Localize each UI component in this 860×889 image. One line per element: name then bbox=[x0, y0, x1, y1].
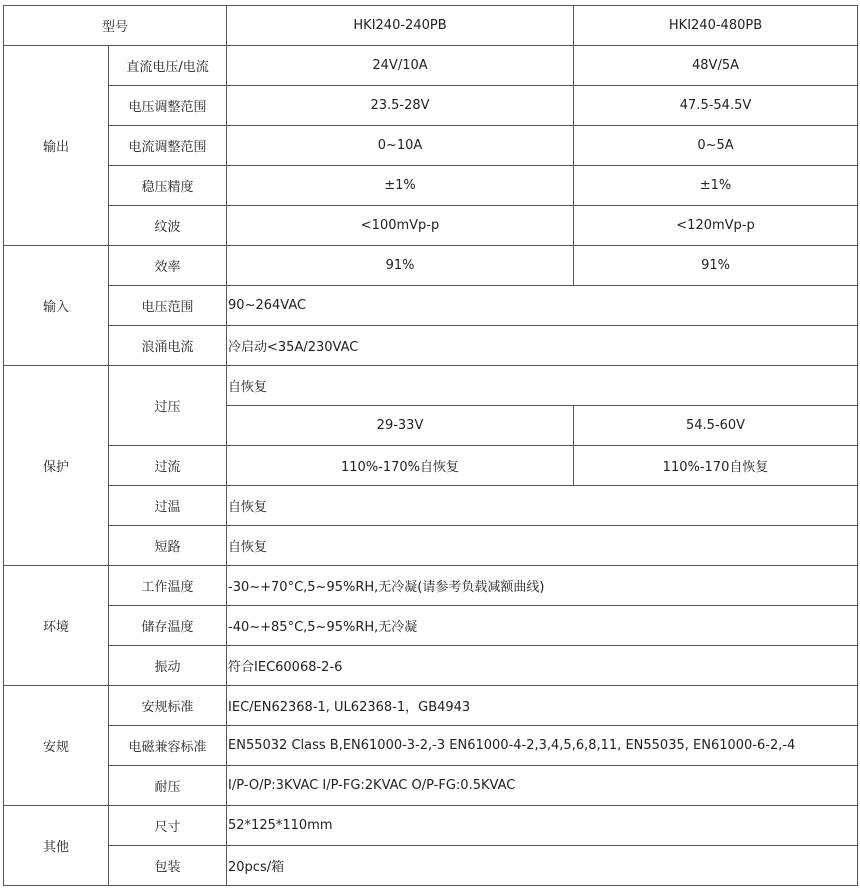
table-row bbox=[4, 526, 858, 566]
value-shared: I/P-O/P:3KVAC I/P-FG:2KVAC O/P-FG:0.5KVAC bbox=[227, 766, 858, 806]
table-row bbox=[4, 286, 858, 326]
table-row bbox=[4, 726, 858, 766]
row-label: 包装 bbox=[109, 846, 227, 886]
value-b: <120mVp-p bbox=[574, 206, 858, 246]
value-shared: -30~+70°C,5~95%RH,无冷凝(请参考负载减额曲线) bbox=[227, 566, 858, 606]
value-shared: 90~264VAC bbox=[227, 286, 858, 326]
table-row bbox=[4, 246, 858, 286]
value-b: 48V/5A bbox=[574, 46, 858, 86]
value-a: 24V/10A bbox=[227, 46, 574, 86]
model-label: 型号 bbox=[4, 6, 227, 46]
row-label: 电流调整范围 bbox=[109, 126, 227, 166]
row-label: 电磁兼容标准 bbox=[109, 726, 227, 766]
table-row bbox=[4, 86, 858, 126]
value-a: 29-33V bbox=[227, 406, 574, 446]
table-row bbox=[4, 486, 858, 526]
value-a: 0~10A bbox=[227, 126, 574, 166]
group-input: 输入 bbox=[4, 246, 109, 366]
group-environment: 环境 bbox=[4, 566, 109, 686]
value-shared: 自恢复 bbox=[227, 486, 858, 526]
table-row bbox=[4, 366, 858, 406]
value-a: 110%-170%自恢复 bbox=[227, 446, 574, 486]
table-row bbox=[4, 686, 858, 726]
value-shared: 自恢复 bbox=[227, 366, 858, 406]
group-output: 输出 bbox=[4, 46, 109, 246]
table-row bbox=[4, 806, 858, 846]
row-label: 电压调整范围 bbox=[109, 86, 227, 126]
row-label: 短路 bbox=[109, 526, 227, 566]
row-label: 工作温度 bbox=[109, 566, 227, 606]
value-shared: 20pcs/箱 bbox=[227, 846, 858, 886]
value-a: ±1% bbox=[227, 166, 574, 206]
group-protection: 保护 bbox=[4, 366, 109, 566]
table-row bbox=[4, 166, 858, 206]
value-shared: 52*125*110mm bbox=[227, 806, 858, 846]
row-label: 纹波 bbox=[109, 206, 227, 246]
table-row bbox=[4, 206, 858, 246]
table-row bbox=[4, 126, 858, 166]
spec-table bbox=[3, 5, 858, 886]
value-shared: 符合IEC60068-2-6 bbox=[227, 646, 858, 686]
row-label: 电压范围 bbox=[109, 286, 227, 326]
table-row bbox=[4, 446, 858, 486]
value-shared: -40~+85°C,5~95%RH,无冷凝 bbox=[227, 606, 858, 646]
header-row bbox=[4, 6, 858, 46]
value-a: <100mVp-p bbox=[227, 206, 574, 246]
table-row bbox=[4, 46, 858, 86]
model-b: HKI240-480PB bbox=[574, 6, 858, 46]
value-shared: 自恢复 bbox=[227, 526, 858, 566]
value-b: 54.5-60V bbox=[574, 406, 858, 446]
table-row bbox=[4, 646, 858, 686]
row-label: 安规标准 bbox=[109, 686, 227, 726]
row-label: 稳压精度 bbox=[109, 166, 227, 206]
row-label: 尺寸 bbox=[109, 806, 227, 846]
row-label: 直流电压/电流 bbox=[109, 46, 227, 86]
row-label: 储存温度 bbox=[109, 606, 227, 646]
value-b: 0~5A bbox=[574, 126, 858, 166]
value-a: 23.5-28V bbox=[227, 86, 574, 126]
table-row bbox=[4, 606, 858, 646]
value-b: 47.5-54.5V bbox=[574, 86, 858, 126]
row-label: 过温 bbox=[109, 486, 227, 526]
row-label: 浪涌电流 bbox=[109, 326, 227, 366]
value-a: 91% bbox=[227, 246, 574, 286]
row-label: 耐压 bbox=[109, 766, 227, 806]
value-b: ±1% bbox=[574, 166, 858, 206]
table-row bbox=[4, 846, 858, 886]
row-label: 过流 bbox=[109, 446, 227, 486]
row-label: 效率 bbox=[109, 246, 227, 286]
table-row bbox=[4, 566, 858, 606]
value-shared: EN55032 Class B,EN61000-3-2,-3 EN61000-4-2,3,4,5,6,8,11, EN55035, EN61000-6-2,-4 bbox=[227, 726, 858, 766]
group-other: 其他 bbox=[4, 806, 109, 886]
table-row bbox=[4, 766, 858, 806]
value-shared: IEC/EN62368-1, UL62368-1，GB4943 bbox=[227, 686, 858, 726]
value-shared: 冷启动<35A/230VAC bbox=[227, 326, 858, 366]
value-b: 91% bbox=[574, 246, 858, 286]
table-row bbox=[4, 326, 858, 366]
row-label: 过压 bbox=[109, 366, 227, 446]
group-safety: 安规 bbox=[4, 686, 109, 806]
value-b: 110%-170自恢复 bbox=[574, 446, 858, 486]
model-a: HKI240-240PB bbox=[227, 6, 574, 46]
row-label: 振动 bbox=[109, 646, 227, 686]
